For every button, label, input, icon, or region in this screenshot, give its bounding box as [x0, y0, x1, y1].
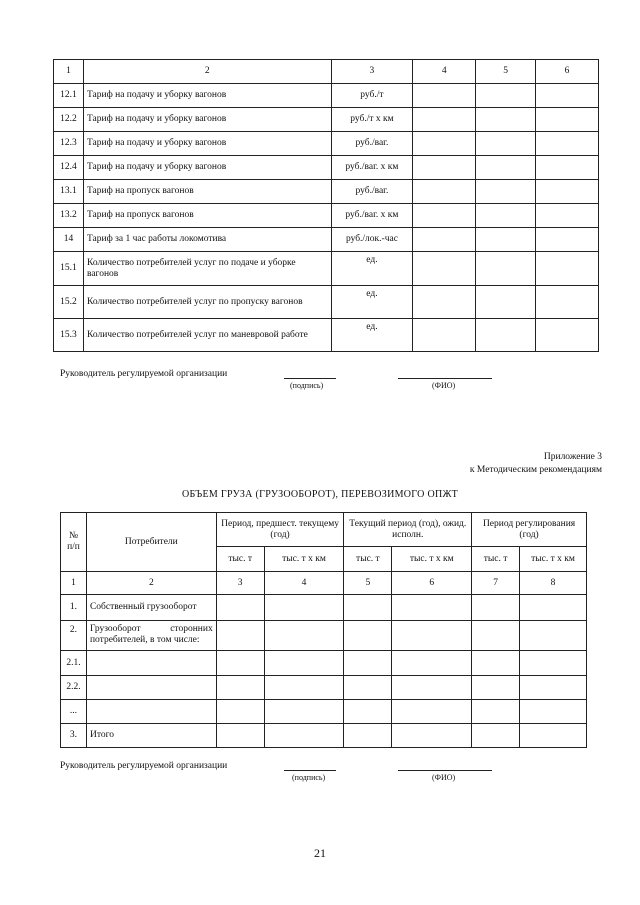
column-number: 1 [61, 572, 87, 595]
empty-cell [536, 228, 599, 252]
empty-cell [536, 204, 599, 228]
empty-cell [476, 156, 536, 180]
column-number: 8 [520, 572, 587, 595]
header-cell: 6 [536, 60, 599, 84]
row-unit: ед. [331, 319, 413, 352]
empty-cell [413, 204, 476, 228]
empty-cell [216, 595, 264, 621]
table-row [61, 621, 587, 651]
table-row [61, 651, 587, 676]
empty-cell [413, 84, 476, 108]
empty-cell [413, 252, 476, 286]
fio-caption: (ФИО) [432, 773, 456, 782]
subheader-cell: тыс. т х км [392, 547, 472, 572]
empty-cell [476, 108, 536, 132]
empty-cell [476, 319, 536, 352]
row-unit: руб./т [331, 84, 413, 108]
subheader-cell: тыс. т х км [264, 547, 344, 572]
row-name [86, 700, 216, 724]
signature-line [284, 770, 336, 771]
row-name: Количество потребителей услуг по подаче и уборке вагонов [83, 252, 331, 286]
empty-cell [413, 156, 476, 180]
empty-cell [264, 621, 344, 651]
row-name: Тариф на пропуск вагонов [83, 180, 331, 204]
empty-cell [392, 651, 472, 676]
table-row [61, 700, 587, 724]
table-row [54, 286, 599, 319]
column-number: 6 [392, 572, 472, 595]
empty-cell [472, 724, 520, 748]
row-name: Тариф на подачу и уборку вагонов [83, 108, 331, 132]
empty-cell [392, 724, 472, 748]
row-number: 1. [61, 595, 87, 621]
signature-caption: (подпись) [292, 773, 326, 782]
signature-label: Руководитель регулируемой организации [60, 369, 228, 379]
row-unit: руб./ваг. [331, 132, 413, 156]
row-number: 12.4 [54, 156, 84, 180]
table-row [54, 156, 599, 180]
empty-cell [413, 180, 476, 204]
row-number: 15.2 [54, 286, 84, 319]
row-unit: руб./ваг. х км [331, 204, 413, 228]
table-header-row [61, 513, 587, 547]
appendix-label [470, 451, 602, 477]
empty-cell [536, 252, 599, 286]
row-name: Тариф на подачу и уборку вагонов [83, 84, 331, 108]
empty-cell [476, 252, 536, 286]
empty-cell [476, 228, 536, 252]
table-header-row [54, 60, 599, 84]
row-name: Грузооборот сторонних потребителей, в том числе: [86, 621, 216, 651]
empty-cell [520, 621, 587, 651]
empty-cell [472, 676, 520, 700]
fio-line [398, 770, 492, 771]
row-unit: руб./лок.-час [331, 228, 413, 252]
empty-cell [472, 700, 520, 724]
empty-cell [344, 676, 392, 700]
header-cell: 5 [476, 60, 536, 84]
empty-cell [392, 595, 472, 621]
empty-cell [392, 621, 472, 651]
header-cell: 1 [54, 60, 84, 84]
row-unit: ед. [331, 252, 413, 286]
empty-cell [344, 595, 392, 621]
fio-caption: (ФИО) [432, 381, 456, 390]
column-number: 5 [344, 572, 392, 595]
column-number: 4 [264, 572, 344, 595]
table-row [54, 108, 599, 132]
signature-label: Руководитель регулируемой организации [60, 761, 228, 771]
table-row [61, 676, 587, 700]
row-number: 14 [54, 228, 84, 252]
empty-cell [264, 676, 344, 700]
table-row [54, 204, 599, 228]
empty-cell [472, 651, 520, 676]
empty-cell [413, 319, 476, 352]
row-name: Количество потребителей услуг по маневровой работе [83, 319, 331, 352]
signature-caption: (подпись) [290, 381, 324, 390]
row-unit: руб./т х км [331, 108, 413, 132]
empty-cell [392, 676, 472, 700]
empty-cell [520, 651, 587, 676]
empty-cell [216, 651, 264, 676]
row-number: 3. [61, 724, 87, 748]
header-cell: 4 [413, 60, 476, 84]
table-row [54, 319, 599, 352]
empty-cell [344, 651, 392, 676]
empty-cell [536, 319, 599, 352]
header-period-current: Текущий период (год), ожид. исполн. [344, 513, 472, 547]
empty-cell [344, 700, 392, 724]
empty-cell [520, 700, 587, 724]
column-number: 3 [216, 572, 264, 595]
table-row [54, 132, 599, 156]
page-number: 21 [314, 846, 326, 860]
document-title: ОБЪЕМ ГРУЗА (ГРУЗООБОРОТ), ПЕРЕВОЗИМОГО ОПЖТ [181, 489, 458, 500]
header-num: № п/п [61, 513, 87, 572]
row-number: 12.1 [54, 84, 84, 108]
empty-cell [476, 180, 536, 204]
header-cell: 3 [331, 60, 413, 84]
empty-cell [344, 621, 392, 651]
header-consumers: Потребители [86, 513, 216, 572]
row-name [86, 651, 216, 676]
subheader-cell: тыс. т [216, 547, 264, 572]
header-cell: 2 [83, 60, 331, 84]
empty-cell [476, 286, 536, 319]
appendix-line-2: к Методическим рекомендациям [469, 465, 602, 475]
empty-cell [536, 84, 599, 108]
empty-cell [413, 132, 476, 156]
empty-cell [536, 108, 599, 132]
table-row [54, 228, 599, 252]
header-period-regulation: Период регулирования (год) [472, 513, 587, 547]
empty-cell [536, 156, 599, 180]
row-name [86, 676, 216, 700]
empty-cell [344, 724, 392, 748]
row-name: Количество потребителей услуг по пропуску вагонов [83, 286, 331, 319]
subheader-cell: тыс. т [344, 547, 392, 572]
empty-cell [216, 676, 264, 700]
empty-cell [536, 132, 599, 156]
empty-cell [520, 595, 587, 621]
row-number: 12.3 [54, 132, 84, 156]
row-number: 2.2. [61, 676, 87, 700]
empty-cell [264, 651, 344, 676]
fio-line [398, 378, 492, 379]
row-number: 13.1 [54, 180, 84, 204]
column-number: 2 [86, 572, 216, 595]
empty-cell [520, 676, 587, 700]
row-number: 2.1. [61, 651, 87, 676]
empty-cell [472, 621, 520, 651]
row-number: 2. [61, 621, 87, 651]
table-row [61, 595, 587, 621]
empty-cell [216, 700, 264, 724]
empty-cell [264, 595, 344, 621]
row-number: 15.3 [54, 319, 84, 352]
subheader-cell: тыс. т [472, 547, 520, 572]
row-number: ... [61, 700, 87, 724]
row-name: Тариф за 1 час работы локомотива [83, 228, 331, 252]
empty-cell [392, 700, 472, 724]
empty-cell [476, 84, 536, 108]
table-row [61, 724, 587, 748]
row-name: Тариф на подачу и уборку вагонов [83, 132, 331, 156]
row-name: Итого [86, 724, 216, 748]
table-row [54, 180, 599, 204]
empty-cell [536, 286, 599, 319]
empty-cell [536, 180, 599, 204]
row-name: Тариф на подачу и уборку вагонов [83, 156, 331, 180]
empty-cell [216, 724, 264, 748]
row-unit: ед. [331, 286, 413, 319]
empty-cell [413, 228, 476, 252]
column-number: 7 [472, 572, 520, 595]
appendix-line-1: Приложение 3 [543, 452, 602, 462]
subheader-cell: тыс. т х км [520, 547, 587, 572]
empty-cell [476, 204, 536, 228]
column-number-row [61, 572, 587, 595]
table-row [54, 252, 599, 286]
header-period-prev: Период, предшест. текущему (год) [216, 513, 344, 547]
empty-cell [413, 108, 476, 132]
empty-cell [413, 286, 476, 319]
row-number: 13.2 [54, 204, 84, 228]
empty-cell [264, 700, 344, 724]
row-name: Собственный грузооборот [86, 595, 216, 621]
empty-cell [520, 724, 587, 748]
row-unit: руб./ваг. х км [331, 156, 413, 180]
empty-cell [264, 724, 344, 748]
row-name: Тариф на пропуск вагонов [83, 204, 331, 228]
row-unit: руб./ваг. [331, 180, 413, 204]
empty-cell [472, 595, 520, 621]
signature-line [284, 378, 336, 379]
tariff-table [53, 59, 599, 352]
empty-cell [476, 132, 536, 156]
cargo-volume-table [60, 512, 587, 748]
row-number: 15.1 [54, 252, 84, 286]
row-number: 12.2 [54, 108, 84, 132]
table-row [54, 84, 599, 108]
empty-cell [216, 621, 264, 651]
